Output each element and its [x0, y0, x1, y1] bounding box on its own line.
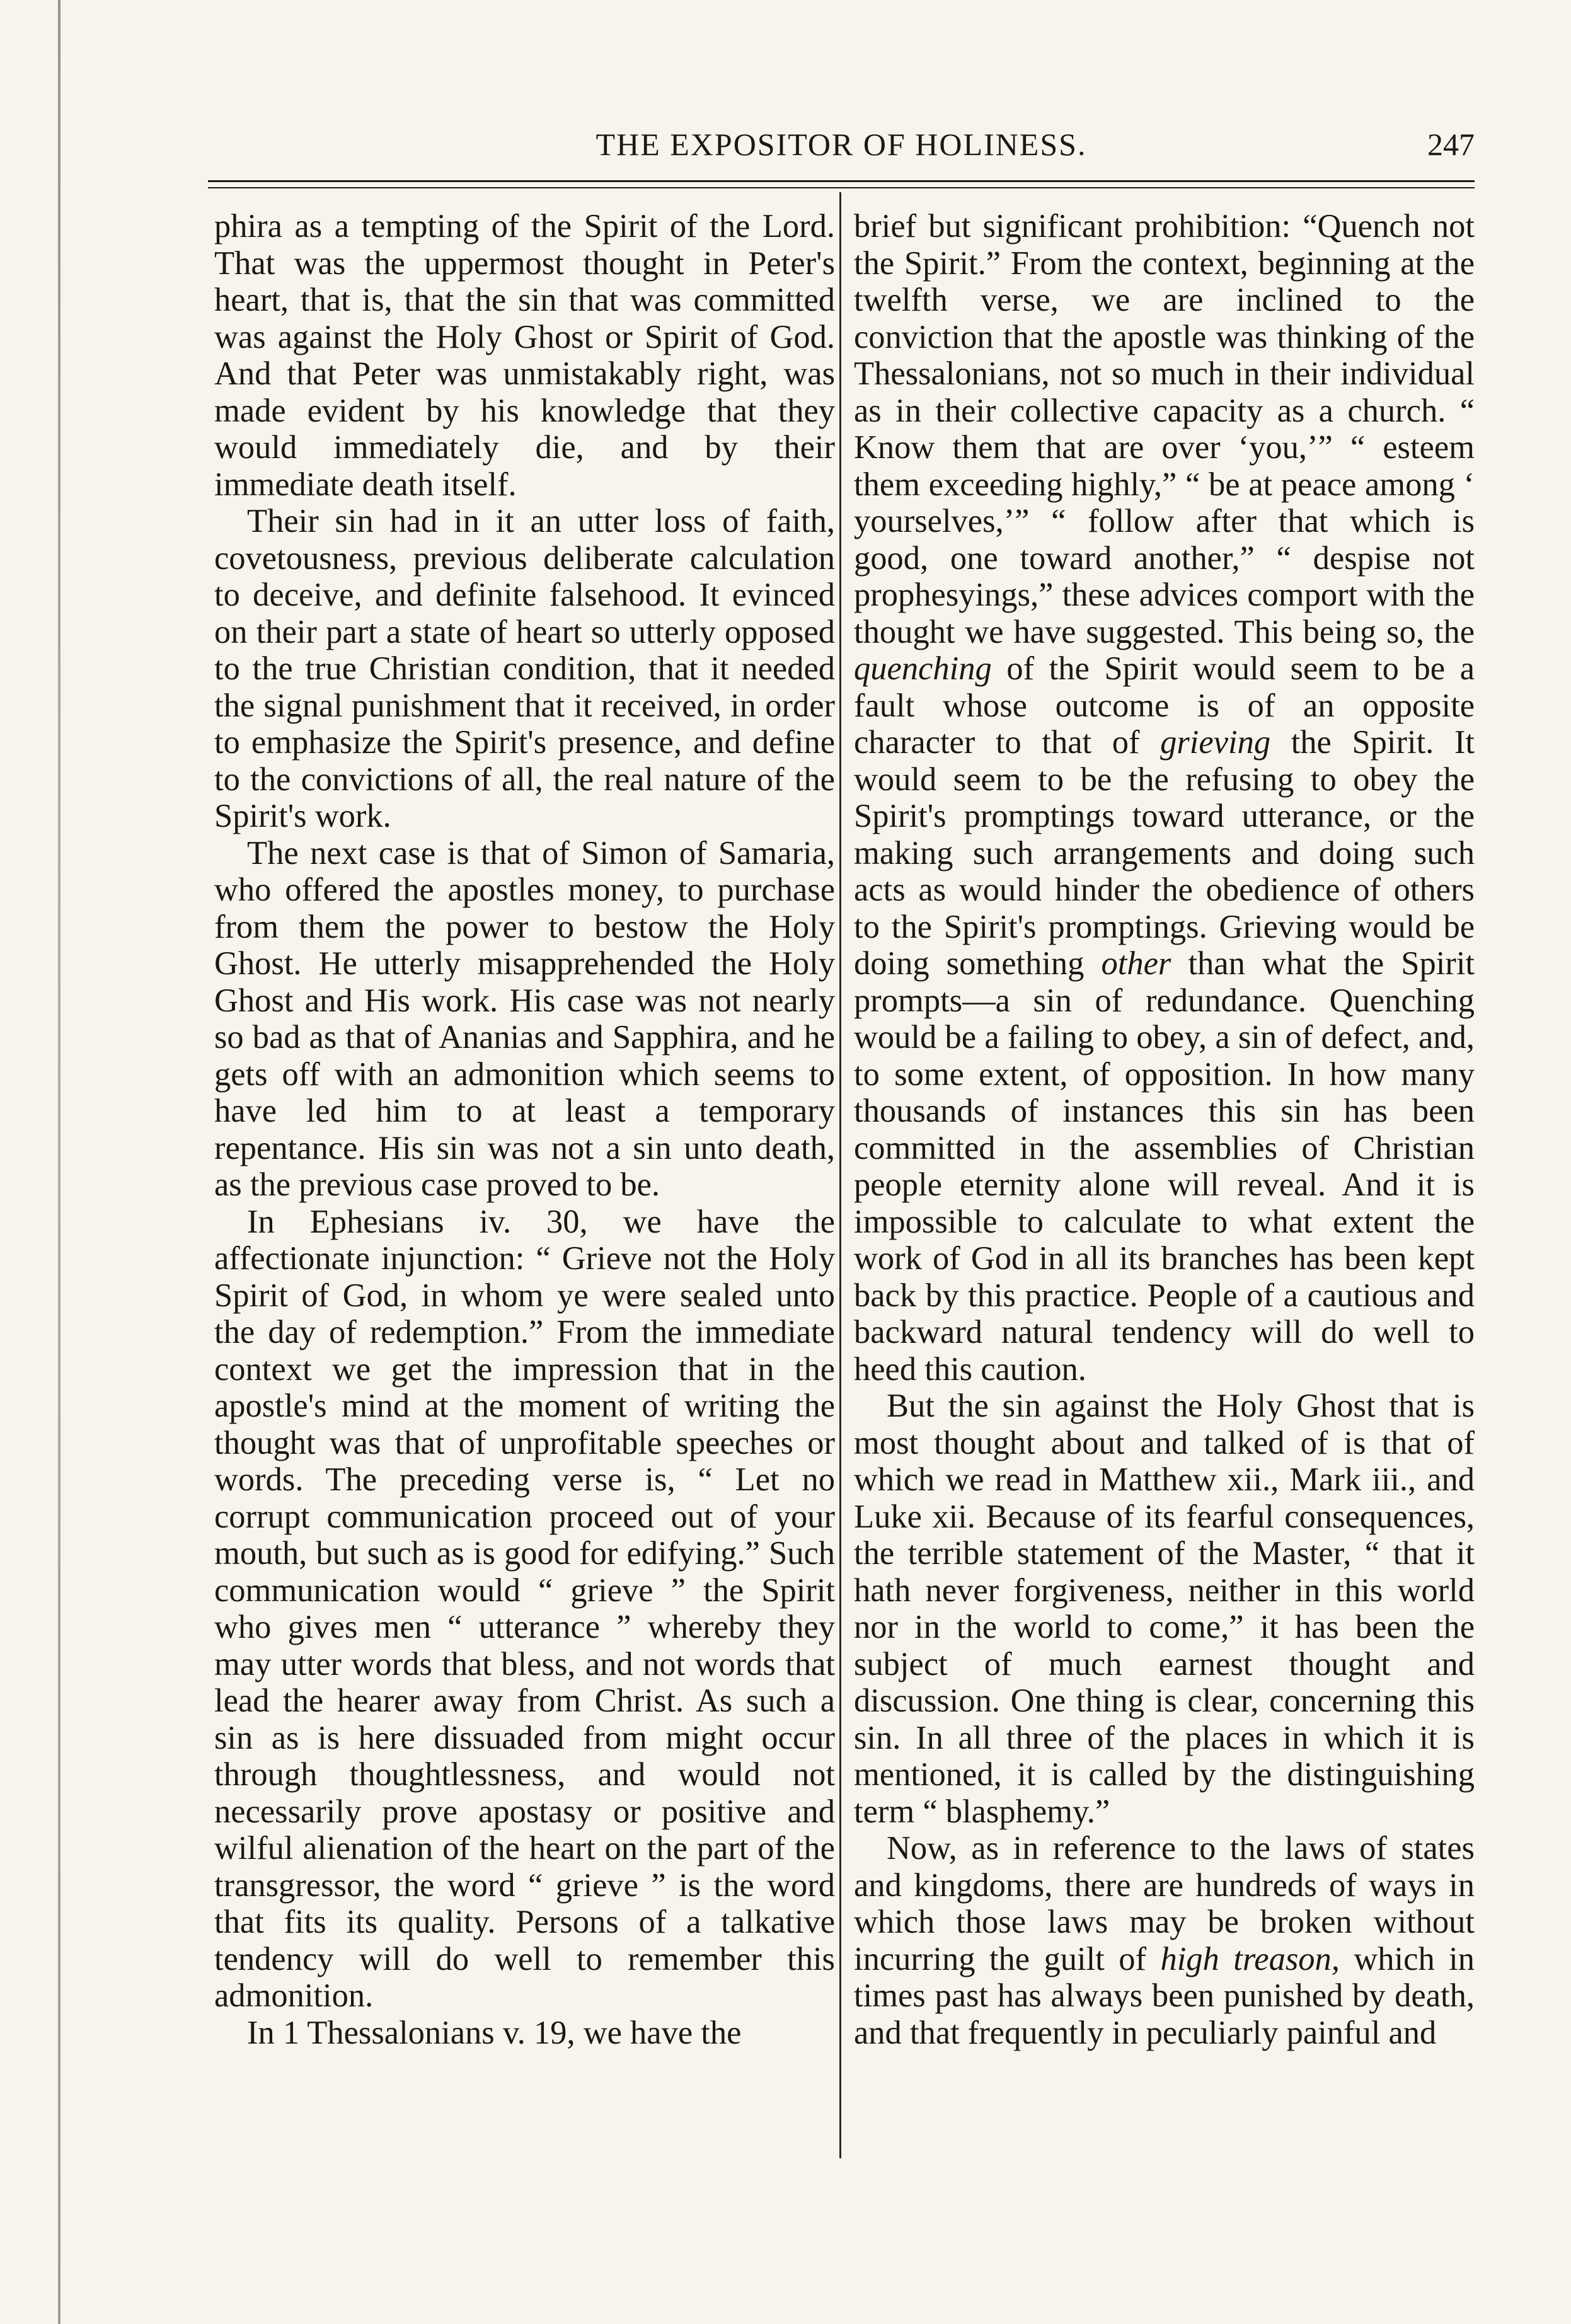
paragraph: Their sin had in it an utter loss of faith, covetousness, previous deliberate calculation to deceive, and definite falsehood. It evinced on their part a state of heart so utterly opposed to the true Christian condition, that it needed the signal punishment that it received, in order to emphasize the Spirit's presence, and define to the convictions of all, the real nature of the Spirit's work. — [214, 503, 835, 834]
header-rule-top — [208, 180, 1475, 182]
text-run: brief but significant prohibition: “Quench not the Spirit.” From the context, beginning at the twelfth verse, we are inclined to the conviction that the apostle was thinking of the Thessalonians, not so much in their individual as in their collective capacity as a church. “ Know them that are over ‘you,’” “ esteem them exceeding highly,” “ be at peace among ‘ yourselves,’” “ follow after that which is good, one toward another,” “ despise not prophesyings,” these advices comport with the thought we have suggested. This being so, the — [854, 208, 1475, 650]
page-number: 247 — [1427, 127, 1475, 162]
text-run: of the Spirit would seem to be a fault whose outcome is of an opposite character to that of — [854, 650, 1475, 761]
binding-edge — [58, 0, 60, 2324]
text-run: Now, as in reference to the laws of states and kingdoms, there are hundreds of ways in which those laws may be broken without incurring the guilt of — [854, 1830, 1475, 1977]
text-run: than what the Spirit prompts—a sin of redundance. Quenching would be a failing to obey, a sin of defect, and, to some extent, of opposition. In how many thousands of instances this sin has been committed in the assemblies of Christian people eternity alone will reveal. And it is impossible to calculate to what extent the work of God in all its branches has been kept back by this practice. People of a cautious and backward natural tendency will do well to heed this caution. — [854, 945, 1475, 1388]
page-header — [208, 126, 1475, 170]
paragraph — [854, 1830, 1475, 2051]
text-run: which in times past has always been punished by death, and that frequently in peculiarly painful and — [854, 1940, 1475, 2051]
paragraph: But the sin against the Holy Ghost that is most thought about and talked of is that of which we read in Matthew xii., Mark iii., and Luke xii. Because of its fearful consequences, the terrible statement of the Master, “ that it hath never forgiveness, neither in this world nor in the world to come,” it has been the subject of much earnest thought and discussion. One thing is clear, concerning this sin. In all three of the places in which it is mentioned, it is called by the distinguishing term “ blasphemy.” — [854, 1388, 1475, 1830]
right-column — [854, 208, 1475, 2051]
paragraph: The next case is that of Simon of Samaria, who offered the apostles money, to purchase from them the power to bestow the Holy Ghost. He utterly misapprehended the Holy Ghost and His work. His case was not nearly so bad as that of Ananias and Sapphira, and he gets off with an admonition which seems to have led him to at least a temporary repentance. His sin was not a sin unto death, as the previous case proved to be. — [214, 834, 835, 1203]
paragraph: phira as a tempting of the Spirit of the Lord. That was the uppermost thought in Peter's heart, that is, that the sin that was committed was against the Holy Ghost or Spirit of God. And that Peter was unmistakably right, was made evident by his knowledge that they would immediately die, and by their immediate death itself. — [214, 208, 835, 503]
left-column — [214, 208, 835, 2051]
text-run: the Spirit. It would seem to be the refusing to obey the Spirit's promptings toward utterance, or the making such arrangements and doing such acts as would hinder the obedience of others to the Spirit's promptings. Grieving would be doing something — [854, 724, 1475, 982]
italic-run: other — [1101, 945, 1171, 982]
running-title: THE EXPOSITOR OF HOLINESS. — [596, 127, 1087, 162]
column-divider — [839, 192, 841, 2158]
paragraph: In Ephesians iv. 30, we have the affectionate injunction: “ Grieve not the Holy Spirit of God, in whom ye were sealed unto the day of redemption.” From the immediate context we get the impression that in the apostle's mind at the moment of writing the thought was that of unprofitable speeches or words. The preceding verse is, “ Let no corrupt communication proceed out of your mouth, but such as is good for edifying.” Such communication would “ grieve ” the Spirit who gives men “ utterance ” whereby they may utter words that bless, and not words that lead the hearer away from Christ. As such a sin as is here dissuaded from might occur through thoughtlessness, and would not necessarily prove apostasy or positive and wilful alienation of the heart on the part of the transgressor, the word “ grieve ” is the word that fits its quality. Persons of a talkative tendency will do well to remember this admonition. — [214, 1203, 835, 2014]
italic-run: quenching — [854, 650, 992, 687]
paragraph: In 1 Thessalonians v. 19, we have the — [247, 2014, 742, 2051]
italic-run: high treason, — [1160, 1940, 1340, 1977]
paragraph — [854, 208, 1475, 1388]
header-rule-bottom — [208, 187, 1475, 188]
italic-run: grieving — [1160, 724, 1271, 761]
